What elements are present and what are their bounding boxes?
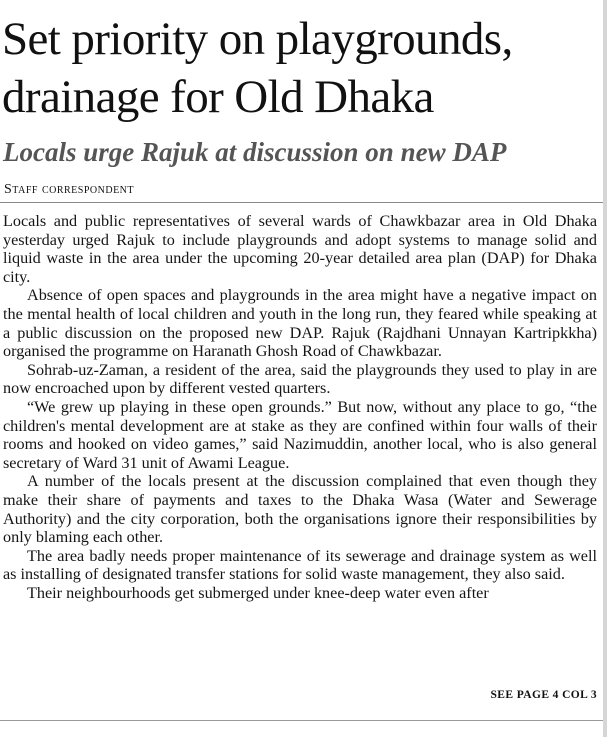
column-rule: [603, 0, 607, 737]
paragraph-3: Sohrab-uz-Zaman, a resident of the area, said the playgrounds they used to play in are now encroached upon by different vested quarters.: [3, 360, 597, 398]
bottom-divider: [0, 720, 603, 721]
paragraph-7: Their neighbourhoods get submerged under knee-deep water even after: [27, 583, 489, 602]
article-body: [3, 212, 597, 602]
byline-divider: [0, 202, 603, 203]
subheadline: Locals urge Rajuk at discussion on new DAP: [3, 137, 507, 167]
paragraph-6: The area badly needs proper maintenance of its sewerage and drainage system as well as installing of designated transfer stations for solid waste management, they also said.: [3, 546, 597, 584]
paragraph-2: Absence of open spaces and playgrounds in the area might have a negative impact on the mental health of local children and youth in the long run, they feared while speaking at a public discussion on the proposed new DAP. Rajuk (Rajdhani Unnayan Kartripkkha) organised the programme on Haranath Ghosh Road of Chawkbazar.: [3, 286, 597, 361]
jump-line: SEE PAGE 4 COL 3: [490, 689, 597, 701]
paragraph-5: A number of the locals present at the discussion complained that even though they make their share of payments and taxes to the Dhaka Wasa (Water and Sewerage Authority) and the city corporation, both the organisations ignore their responsibilities by only blaming each other.: [3, 472, 597, 547]
headline: Set priority on playgrounds, drainage for Old Dhaka: [2, 13, 513, 123]
paragraph-1: Locals and public representatives of several wards of Chawkbazar area in Old Dhaka yesterday urged Rajuk to include playgrounds and adopt systems to manage solid and liquid waste in the area under the upcoming 20-year detailed area plan (DAP) for Dhaka city.: [3, 212, 597, 286]
byline: Staff correspondent: [4, 182, 135, 197]
paragraph-4: “We grew up playing in these open grounds.” But now, without any place to go, “the children's mental development are at stake as they are confined within four walls of their rooms and hooked on video games,” said Nazimuddin, another local, who is also general secretary of Ward 31 unit of Awami League.: [3, 397, 597, 472]
